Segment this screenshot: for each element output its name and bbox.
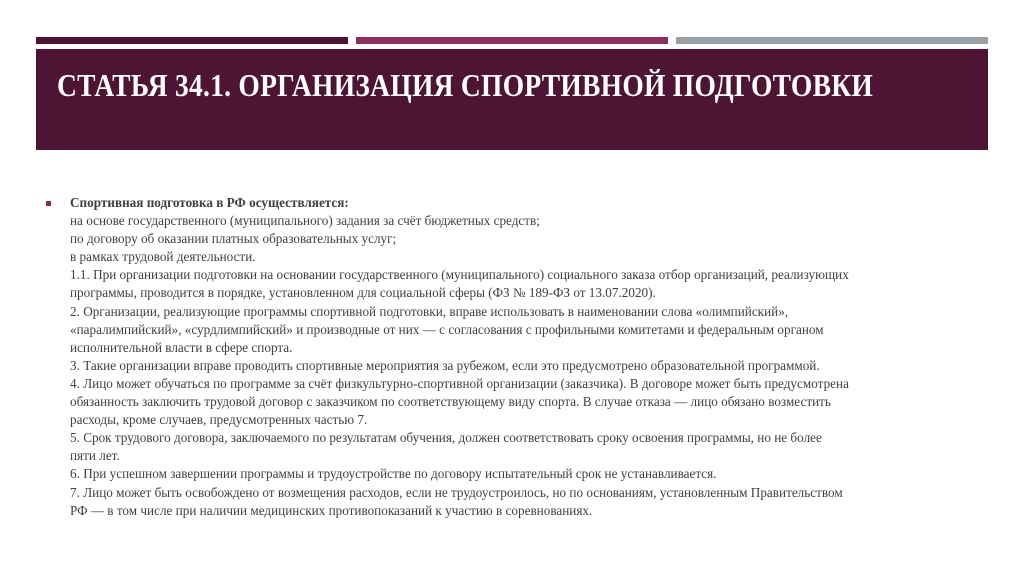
body-line: по договору об оказании платных образовательных услуг; (70, 231, 397, 247)
body-line: программы, проводится в порядке, установленном для социальной сферы (ФЗ № 189-ФЗ от 13.07.2020). (70, 285, 656, 301)
body-line: 3. Такие организации вправе проводить спортивные мероприятия за рубежом, если это предусмотрено образовательной программой. (70, 357, 820, 373)
title-banner (36, 49, 988, 150)
body-line: обязанность заключить трудовой договор с заказчиком по соответствующему виду спорта. В случае отказа — лицо обязано возместить (70, 394, 831, 410)
body-heading: Спортивная подготовка в РФ осуществляется: (70, 195, 349, 210)
accent-bar-2 (356, 37, 668, 44)
body-line: 4. Лицо может обучаться по программе за счёт физкультурно-спортивной организации (заказчика). В договоре может быть предусмотрена (70, 375, 849, 391)
body-line: 7. Лицо может быть освобождено от возмещения расходов, если не трудоустроилось, но по основаниям, установленным Правительством (70, 484, 843, 500)
body-line: 1.1. При организации подготовки на основании государственного (муниципального) социального заказа отбор организаций, реализующих (70, 267, 849, 283)
body-line: в рамках трудовой деятельности. (70, 249, 256, 265)
body-line: расходы, кроме случаев, предусмотренных частью 7. (70, 412, 368, 428)
bullet-icon (46, 201, 51, 206)
body-line: 6. При успешном завершении программы и трудоустройстве по договору испытательный срок не устанавливается. (70, 466, 717, 482)
accent-bar-3 (676, 37, 988, 44)
body-line: на основе государственного (муниципального) задания за счёт бюджетных средств; (70, 213, 540, 229)
body-line: РФ — в том числе при наличии медицинских противопоказаний к участию в соревнованиях. (70, 502, 593, 518)
accent-bar-1 (36, 37, 348, 44)
slide-title: СТАТЬЯ 34.1. ОРГАНИЗАЦИЯ СПОРТИВНОЙ ПОДГОТОВКИ (57, 67, 874, 103)
body-line: 5. Срок трудового договора, заключаемого по результатам обучения, должен соответствовать сроку освоения программы, но не более (70, 430, 822, 446)
body-line: пяти лет. (70, 448, 120, 464)
body-line: исполнительной власти в сфере спорта. (70, 339, 293, 355)
body-line: «паралимпийский», «сурдлимпийский» и производные от них — с согласования с профильными комитетами и федеральным органом (70, 321, 824, 337)
slide-body (70, 194, 970, 520)
body-line: 2. Организации, реализующие программы спортивной подготовки, вправе использовать в наименовании слова «олимпийский», (70, 303, 789, 319)
